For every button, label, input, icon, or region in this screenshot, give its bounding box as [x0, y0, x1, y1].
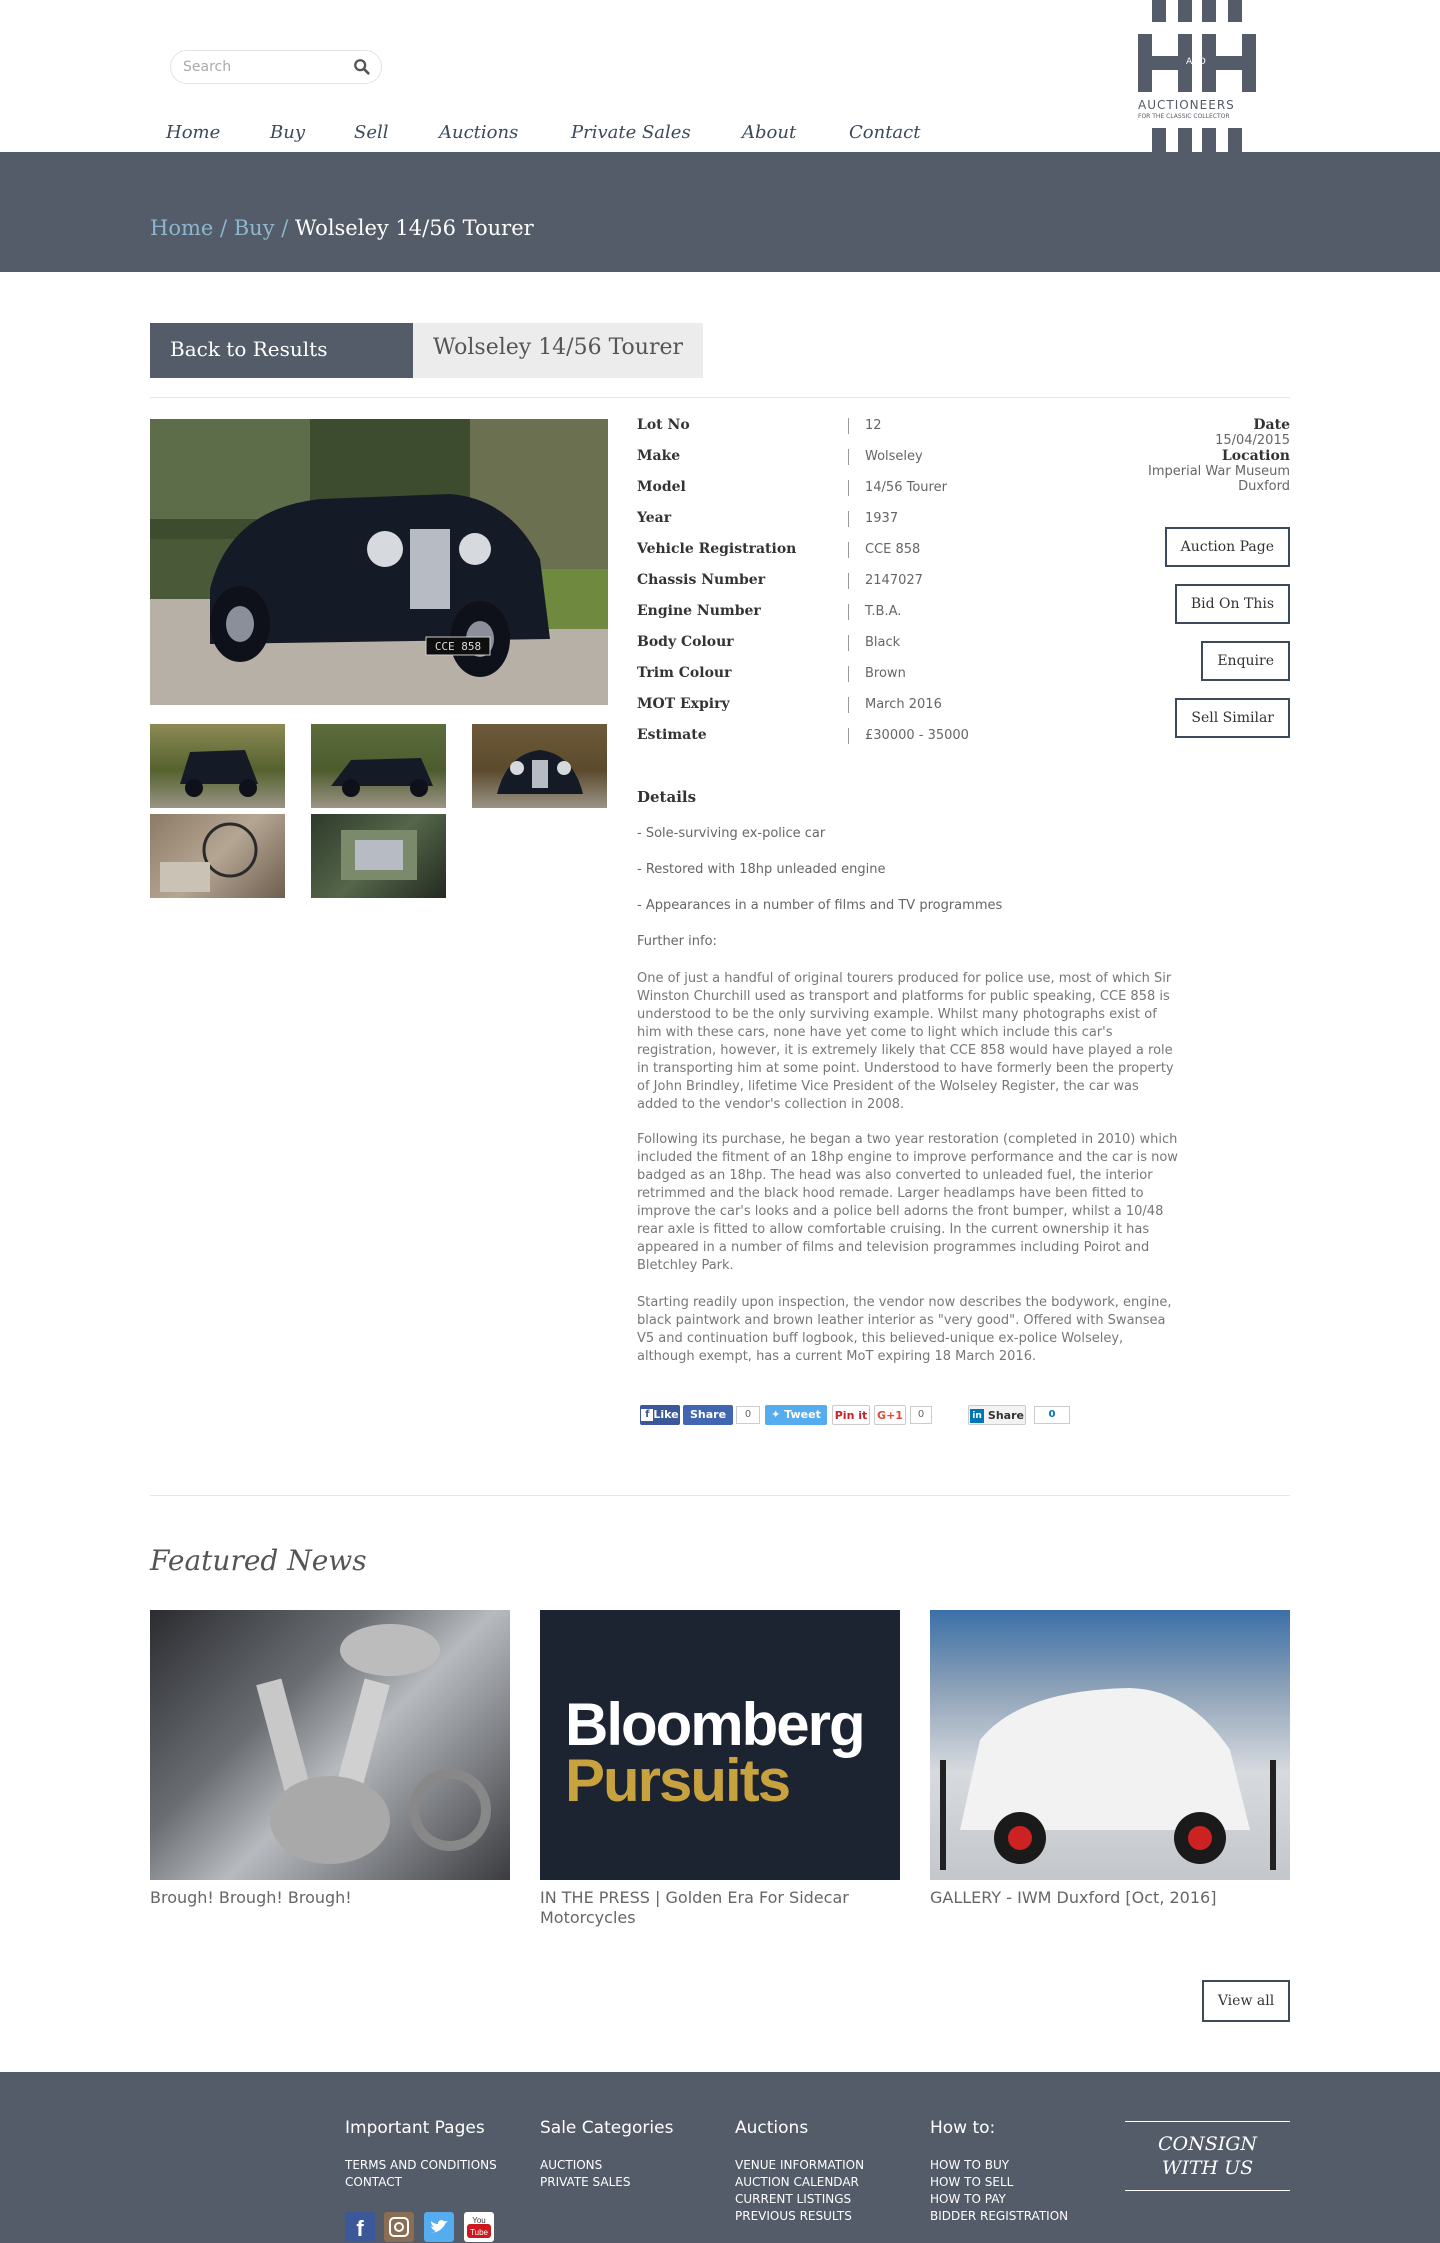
spec-value: 14/56 Tourer: [865, 480, 947, 495]
bloomberg-wordmark: Bloomberg: [565, 1691, 864, 1758]
news-caption[interactable]: Brough! Brough! Brough!: [150, 1888, 352, 1907]
svg-text:Tube: Tube: [470, 2228, 488, 2237]
breadcrumb-current: Wolseley 14/56 Tourer: [295, 216, 534, 240]
further-info: Further info:: [637, 934, 717, 949]
spec-separator: [848, 511, 849, 527]
breadcrumb-sep: /: [213, 216, 234, 240]
footer-link[interactable]: HOW TO PAY: [930, 2192, 1006, 2206]
spec-separator: [848, 666, 849, 682]
facebook-like-button[interactable]: [640, 1405, 680, 1425]
lot-title: Wolseley 14/56 Tourer: [413, 323, 703, 378]
footer-link[interactable]: AUCTIONS: [540, 2158, 603, 2172]
footer-link[interactable]: PRIVATE SALES: [540, 2175, 631, 2189]
description-paragraph: Starting readily upon inspection, the vendor now describes the bodywork, engine, black paintwork and brown leather interior as "very good". Offered with Swansea V5 and continuation buff logbook, this believed-unique ex-police Wolseley, although exempt, has a current MoT expiring 18 March 2016.: [637, 1295, 1172, 1364]
spec-separator: [848, 449, 849, 465]
view-all-button[interactable]: View all: [1202, 1980, 1290, 2022]
thumbnail[interactable]: [311, 724, 446, 808]
news-image-gallery[interactable]: [930, 1610, 1290, 1880]
facebook-share-button[interactable]: Share: [683, 1405, 733, 1425]
spec-separator: [848, 604, 849, 620]
detail-bullet: - Restored with 18hp unleaded engine: [637, 862, 886, 877]
footer-link[interactable]: BIDDER REGISTRATION: [930, 2209, 1069, 2223]
consign-line: CONSIGN: [1157, 2133, 1258, 2155]
breadcrumb: [150, 216, 534, 240]
spec-label: Trim Colour: [637, 665, 732, 681]
footer-heading: How to:: [930, 2118, 996, 2138]
footer-link[interactable]: CURRENT LISTINGS: [735, 2192, 852, 2206]
tweet-button[interactable]: [765, 1405, 827, 1425]
facebook-icon: f: [641, 1409, 653, 1421]
facebook-icon[interactable]: [345, 2212, 375, 2242]
spec-label: Make: [637, 448, 681, 464]
svg-text:f: f: [356, 2216, 364, 2241]
pinterest-button[interactable]: Pin it: [832, 1405, 870, 1425]
spec-label: Estimate: [637, 727, 707, 743]
spec-label: Engine Number: [637, 603, 761, 619]
spec-value: March 2016: [865, 697, 942, 712]
nav-buy[interactable]: Buy: [270, 122, 305, 143]
svg-text:You: You: [472, 2216, 486, 2225]
location-value: Imperial War Museum: [1147, 464, 1290, 479]
logo-auctioneers: AUCTIONEERS: [1138, 98, 1235, 112]
nav-sell[interactable]: Sell: [354, 122, 389, 143]
nav-about[interactable]: About: [742, 122, 797, 143]
footer-link[interactable]: HOW TO SELL: [930, 2175, 1014, 2189]
footer-link[interactable]: VENUE INFORMATION: [735, 2158, 865, 2172]
page-banner: [0, 152, 1440, 272]
date-label: Date: [1253, 417, 1290, 433]
search-input[interactable]: [170, 50, 382, 84]
spec-value: T.B.A.: [865, 604, 902, 619]
plate-text: CCE 858: [434, 640, 482, 653]
linkedin-count: 0: [1034, 1406, 1070, 1424]
google-plus-button[interactable]: G+1: [874, 1405, 906, 1425]
tweet-label: Tweet: [784, 1408, 821, 1421]
footer-link[interactable]: TERMS AND CONDITIONS: [345, 2158, 497, 2172]
spec-label: Year: [637, 510, 672, 526]
spec-value: £30000 - 35000: [865, 728, 969, 743]
enquire-button[interactable]: Enquire: [1201, 641, 1290, 681]
spec-value: 12: [865, 418, 882, 433]
featured-news-heading: Featured News: [150, 1544, 367, 1577]
location-label: Location: [1221, 448, 1290, 464]
detail-bullet: - Sole-surviving ex-police car: [637, 826, 826, 841]
consign-line: WITH US: [1161, 2157, 1254, 2179]
spec-label: MOT Expiry: [637, 696, 730, 712]
nav-contact[interactable]: Contact: [849, 122, 921, 143]
facebook-share-count: 0: [736, 1406, 760, 1424]
spec-label: Chassis Number: [637, 572, 766, 588]
spec-separator: [848, 697, 849, 713]
spec-separator: [848, 728, 849, 744]
main-car-photo[interactable]: [150, 419, 608, 705]
footer-link[interactable]: PREVIOUS RESULTS: [735, 2209, 852, 2223]
like-label: Like: [653, 1408, 679, 1421]
details-heading: Details: [637, 788, 697, 806]
twitter-icon: ✦: [771, 1408, 785, 1421]
instagram-icon[interactable]: [384, 2212, 414, 2242]
logo-mark: [1138, 0, 1256, 152]
spec-separator: [848, 635, 849, 651]
breadcrumb-home[interactable]: Home: [150, 216, 214, 240]
auction-page-button[interactable]: Auction Page: [1165, 527, 1290, 567]
spec-label: Model: [637, 479, 686, 495]
nav-home[interactable]: Home: [166, 122, 221, 143]
footer-link[interactable]: AUCTION CALENDAR: [735, 2175, 859, 2189]
footer-link[interactable]: HOW TO BUY: [930, 2158, 1010, 2172]
google-plus-count: 0: [910, 1406, 932, 1424]
spec-label: Lot No: [637, 417, 690, 433]
news-caption[interactable]: IN THE PRESS | Golden Era For Sidecar Motorcycles: [540, 1888, 849, 1927]
consign-with-us-button[interactable]: [1125, 2121, 1290, 2191]
search-icon[interactable]: [353, 58, 371, 76]
spec-separator: [848, 418, 849, 434]
news-caption[interactable]: GALLERY - IWM Duxford [Oct, 2016]: [930, 1888, 1217, 1907]
description-paragraph: Following its purchase, he began a two year restoration (completed in 2010) which included the fitment of an 18hp engine to improve performance and the car is now badged as an 18hp. The head was also converted to unleaded fuel, the interior retrimmed and the black hood remade. Larger headlamps have been fitted to improve the car's looks and a police bell adorns the front bumper, whilst a 10/48 rear axle is fitted to allow comfortable cruising. In the current ownership it has appeared in a number of films and television programmes including Poirot and Bletchley Park.: [637, 1132, 1178, 1273]
thumbnail[interactable]: [311, 814, 446, 898]
pursuits-wordmark: Pursuits: [565, 1747, 790, 1814]
spec-label: Vehicle Registration: [637, 541, 797, 557]
site-logo[interactable]: [1138, 0, 1256, 152]
auction-meta: [1148, 417, 1290, 494]
footer-heading: Important Pages: [345, 2118, 485, 2138]
spec-value: Black: [865, 635, 901, 650]
linkedin-icon: in: [970, 1409, 984, 1423]
search-placeholder: Search: [183, 59, 232, 75]
news-image-bloomberg[interactable]: [540, 1610, 900, 1880]
spec-label: Body Colour: [637, 634, 734, 650]
thumbnail[interactable]: [472, 724, 607, 808]
back-to-results-button[interactable]: Back to Results: [150, 323, 413, 378]
linkedin-share-button[interactable]: [968, 1405, 1026, 1425]
spec-value: Wolseley: [865, 449, 923, 464]
breadcrumb-sep: /: [274, 216, 296, 240]
bid-on-this-button[interactable]: Bid On This: [1175, 584, 1290, 624]
spec-separator: [848, 542, 849, 558]
main-nav: [0, 122, 1000, 146]
divider: [150, 397, 1290, 398]
footer-heading: Auctions: [735, 2118, 809, 2138]
divider: [150, 1495, 1290, 1496]
thumbnail[interactable]: [150, 814, 285, 898]
spec-separator: [848, 573, 849, 589]
description-paragraph: One of just a handful of original tourers produced for police use, most of which Sir Winston Churchill used as transport and platforms for public speaking, CCE 858 is understood to be the only surviving example. Whilst many photographs exist of him with these cars, none have yet come to light which include this car's registration, however, it is extremely likely that CCE 858 would have played a role in transporting him at some point. Understood to have formerly been the property of John Brindley, lifetime Vice President of the Wolseley Register, the car was added to the vendor's collection in 2008.: [637, 971, 1174, 1112]
spec-value: 2147027: [865, 573, 923, 588]
sell-similar-button[interactable]: Sell Similar: [1175, 698, 1290, 738]
logo-and: AND: [1186, 57, 1206, 67]
spec-separator: [848, 480, 849, 496]
spec-value: CCE 858: [865, 542, 921, 557]
location-value: Duxford: [1238, 479, 1290, 494]
news-image-motorcycle[interactable]: [150, 1610, 510, 1880]
nav-private-sales[interactable]: Private Sales: [571, 122, 691, 143]
detail-bullet: - Appearances in a number of films and TV programmes: [637, 898, 1003, 913]
nav-auctions[interactable]: Auctions: [439, 122, 519, 143]
footer-link[interactable]: CONTACT: [345, 2175, 402, 2189]
date-value: 15/04/2015: [1215, 433, 1290, 448]
youtube-icon[interactable]: [464, 2212, 494, 2242]
twitter-icon[interactable]: [424, 2212, 454, 2242]
thumbnail[interactable]: [150, 724, 285, 808]
breadcrumb-buy[interactable]: Buy: [233, 216, 275, 240]
logo-tagline: FOR THE CLASSIC COLLECTOR: [1138, 113, 1230, 120]
linkedin-label: Share: [987, 1409, 1024, 1422]
spec-value: Brown: [865, 666, 906, 681]
footer-heading: Sale Categories: [540, 2118, 674, 2138]
spec-value: 1937: [865, 511, 899, 526]
